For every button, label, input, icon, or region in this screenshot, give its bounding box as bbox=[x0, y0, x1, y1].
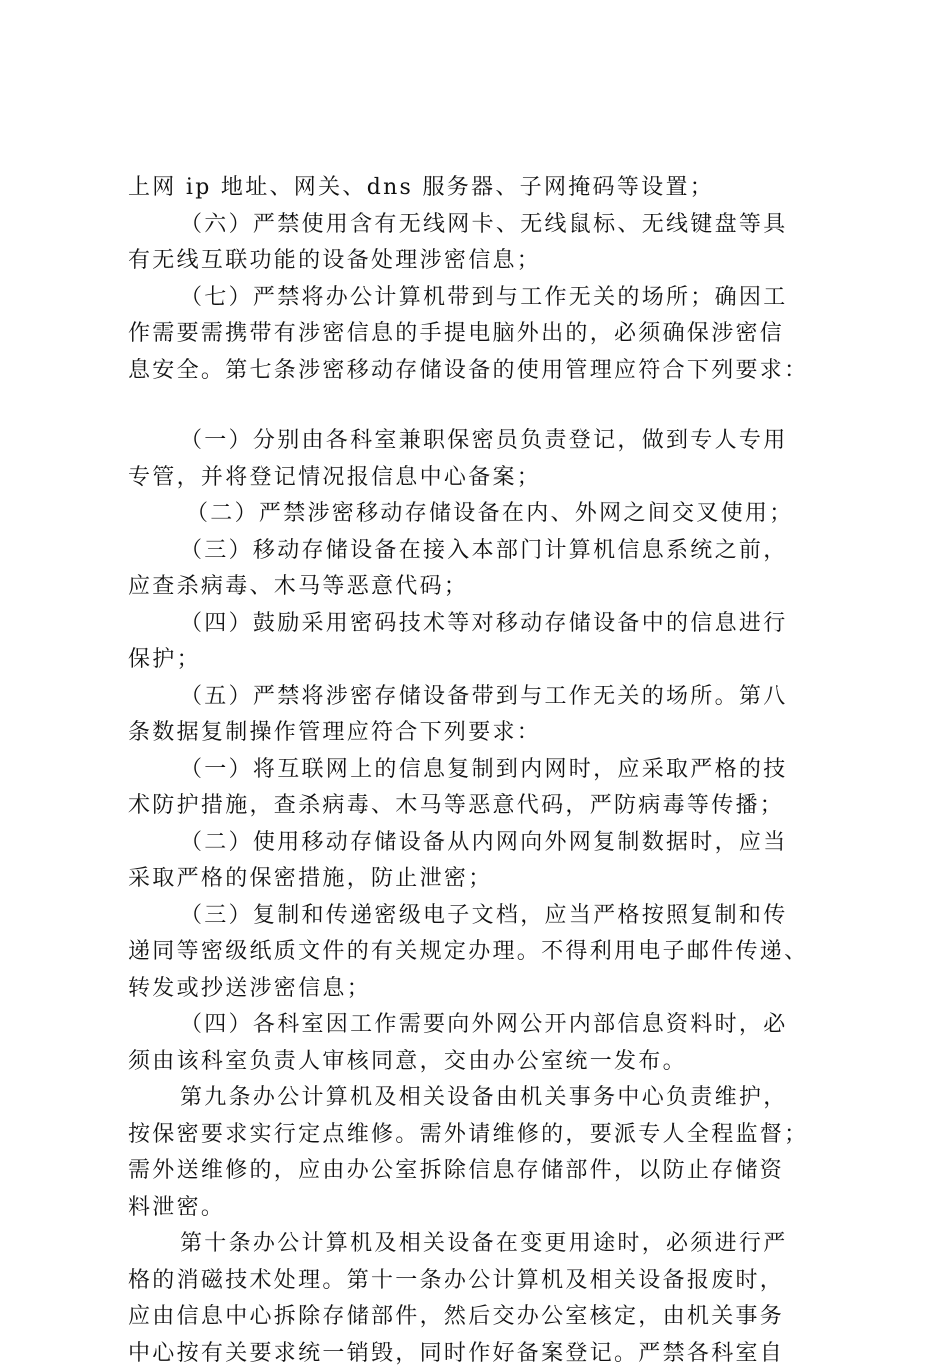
text-line: 第十条办公计算机及相关设备在变更用途时，必须进行严 bbox=[128, 1226, 850, 1263]
text-line: 应查杀病毒、木马等恶意代码； bbox=[128, 569, 850, 606]
document-body bbox=[128, 170, 850, 1372]
text-line: 料泄密。 bbox=[128, 1190, 850, 1227]
text-line: 术防护措施，查杀病毒、木马等恶意代码，严防病毒等传播； bbox=[128, 788, 850, 825]
text-line: （五）严禁将涉密存储设备带到与工作无关的场所。第八 bbox=[128, 679, 850, 716]
text-line: 息安全。第七条涉密移动存储设备的使用管理应符合下列要求： bbox=[128, 353, 850, 390]
text-line: 第九条办公计算机及相关设备由机关事务中心负责维护， bbox=[128, 1080, 850, 1117]
text-line: （一）分别由各科室兼职保密员负责登记，做到专人专用 bbox=[128, 423, 850, 460]
text-line: 上网 ip 地址、网关、dns 服务器、子网掩码等设置； bbox=[128, 170, 850, 207]
text-line: （二）使用移动存储设备从内网向外网复制数据时，应当 bbox=[128, 825, 850, 862]
text-line: （一）将互联网上的信息复制到内网时，应采取严格的技 bbox=[128, 752, 850, 789]
text-line: 需外送维修的，应由办公室拆除信息存储部件，以防止存储资 bbox=[128, 1153, 850, 1190]
text-line: 作需要需携带有涉密信息的手提电脑外出的，必须确保涉密信 bbox=[128, 316, 850, 353]
text-line: 应由信息中心拆除存储部件，然后交办公室核定，由机关事务 bbox=[128, 1299, 850, 1336]
text-line: 保护； bbox=[128, 642, 850, 679]
text-line: （七）严禁将办公计算机带到与工作无关的场所；确因工 bbox=[128, 280, 850, 317]
text-line: 须由该科室负责人审核同意，交由办公室统一发布。 bbox=[128, 1044, 850, 1081]
text-line: 格的消磁技术处理。第十一条办公计算机及相关设备报废时， bbox=[128, 1263, 850, 1300]
text-line: （三）移动存储设备在接入本部门计算机信息系统之前， bbox=[128, 533, 850, 570]
text-line: 按保密要求实行定点维修。需外请维修的，要派专人全程监督； bbox=[128, 1117, 850, 1154]
blank-line bbox=[128, 389, 850, 423]
text-line: 采取严格的保密措施，防止泄密； bbox=[128, 861, 850, 898]
text-line: （六）严禁使用含有无线网卡、无线鼠标、无线键盘等具 bbox=[128, 207, 850, 244]
text-line: （三）复制和传递密级电子文档，应当严格按照复制和传 bbox=[128, 898, 850, 935]
text-line: 递同等密级纸质文件的有关规定办理。不得利用电子邮件传递、 bbox=[128, 934, 850, 971]
text-line: 有无线互联功能的设备处理涉密信息； bbox=[128, 243, 850, 280]
text-line: （四）各科室因工作需要向外网公开内部信息资料时，必 bbox=[128, 1007, 850, 1044]
text-line: 专管，并将登记情况报信息中心备案； bbox=[128, 460, 850, 497]
text-line: 条数据复制操作管理应符合下列要求： bbox=[128, 715, 850, 752]
text-line: （二）严禁涉密移动存储设备在内、外网之间交叉使用； bbox=[128, 496, 850, 533]
text-line: （四）鼓励采用密码技术等对移动存储设备中的信息进行 bbox=[128, 606, 850, 643]
text-line: 转发或抄送涉密信息； bbox=[128, 971, 850, 1008]
text-line: 中心按有关要求统一销毁，同时作好备案登记。严禁各科室自 bbox=[128, 1336, 850, 1372]
